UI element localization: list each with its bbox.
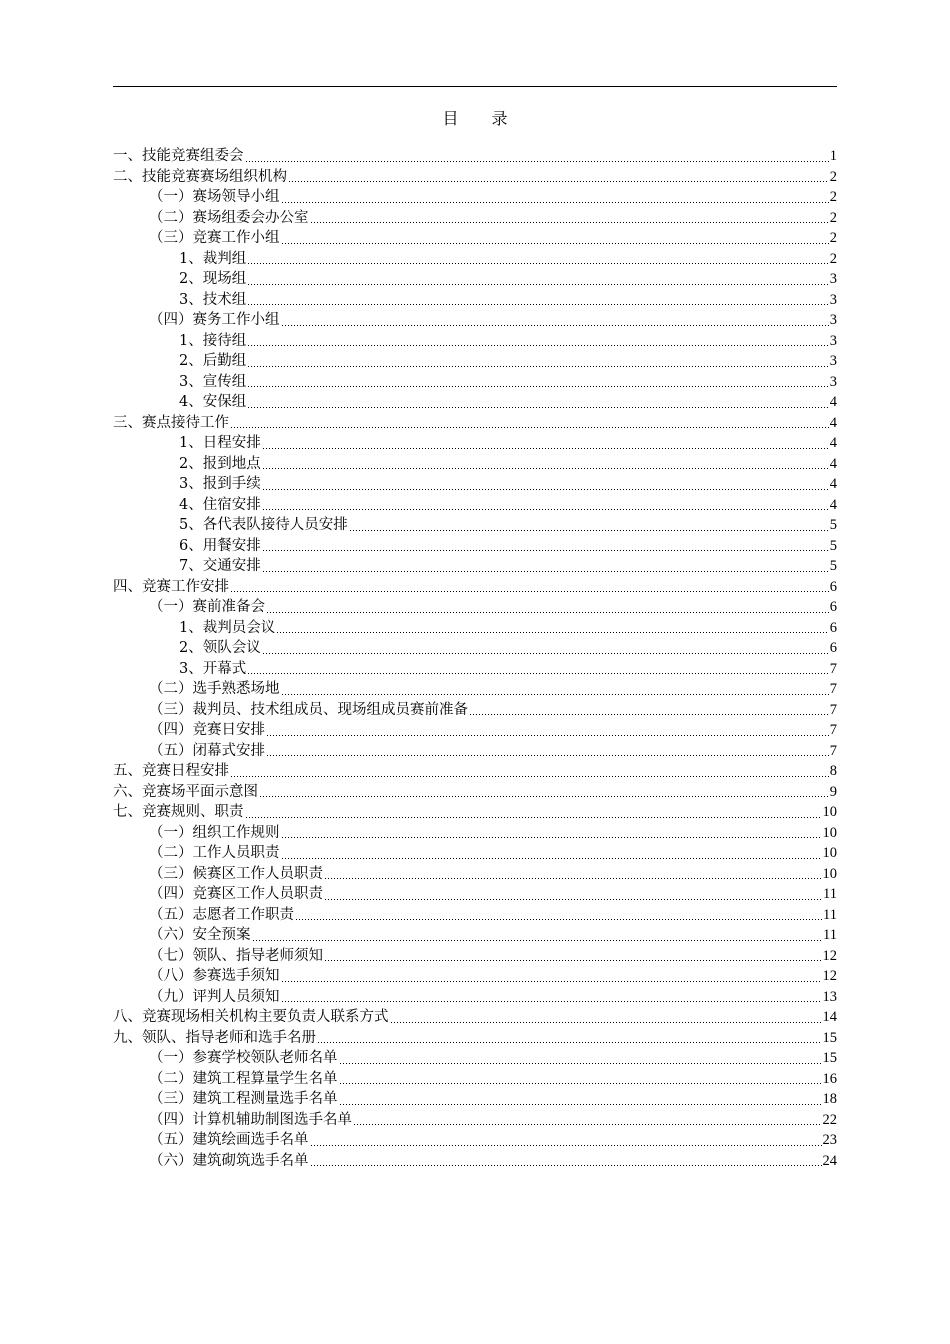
toc-entry-text: （四）竞赛区工作人员职责	[149, 886, 323, 902]
dot-leader	[295, 919, 822, 920]
toc-entry[interactable]	[113, 577, 837, 598]
toc-entry-text: 五、竞赛日程安排	[113, 763, 229, 779]
toc-entry[interactable]	[113, 536, 837, 557]
toc-entry-text: 3、宣传组	[179, 373, 247, 390]
toc-entry-page-number: 1	[829, 148, 837, 164]
toc-entry-text: 6、用餐安排	[179, 537, 261, 554]
toc-entry-page-number: 4	[829, 394, 837, 410]
toc-entry[interactable]	[113, 474, 837, 495]
dot-leader	[252, 940, 823, 941]
toc-entry[interactable]	[113, 351, 837, 372]
toc-entry[interactable]	[113, 290, 837, 311]
dot-leader	[266, 735, 829, 736]
dot-leader	[245, 161, 829, 162]
toc-entry[interactable]	[113, 720, 837, 741]
toc-entry-text: 七、竞赛规则、职责	[113, 804, 244, 820]
dot-leader	[262, 509, 829, 510]
toc-entry-page-number: 5	[829, 517, 837, 533]
toc-entry[interactable]	[113, 187, 837, 208]
toc-entry-page-number: 7	[829, 722, 837, 738]
dot-leader	[247, 284, 829, 285]
dot-leader	[230, 776, 829, 777]
toc-entry-page-number: 15	[822, 1050, 837, 1066]
dot-leader	[281, 325, 829, 326]
toc-entry[interactable]	[113, 638, 837, 659]
dot-leader	[262, 468, 829, 469]
dot-leader	[310, 1145, 822, 1146]
toc-entry-page-number: 22	[822, 1111, 837, 1128]
toc-entry-page-number: 16	[822, 1070, 837, 1087]
toc-entry-text: （六）建筑砌筑选手名单	[149, 1152, 309, 1169]
toc-entry-page-number: 3	[829, 353, 837, 369]
dot-leader	[262, 489, 829, 490]
toc-entry-page-number: 11	[823, 906, 837, 923]
dot-leader	[281, 243, 829, 244]
dot-leader	[324, 960, 822, 961]
toc-entry-text: 7、交通安排	[179, 558, 261, 574]
toc-entry-page-number: 7	[829, 660, 837, 677]
toc-entry-page-number: 10	[822, 845, 837, 861]
toc-entry-text: 4、安保组	[179, 394, 247, 410]
toc-entry-page-number: 12	[822, 947, 837, 964]
toc-entry[interactable]	[113, 413, 837, 434]
toc-entry-page-number: 2	[829, 189, 837, 205]
dot-leader	[247, 366, 829, 367]
toc-entry-page-number: 24	[822, 1152, 837, 1169]
toc-entry[interactable]	[113, 597, 837, 618]
toc-entry-text: 一、技能竞赛组委会	[113, 148, 244, 164]
toc-entry-page-number: 2	[829, 209, 837, 226]
toc-entry-text: （三）竞赛工作小组	[149, 230, 280, 246]
dot-leader	[247, 304, 829, 305]
toc-entry[interactable]	[113, 741, 837, 762]
dot-leader	[310, 1165, 822, 1166]
toc-entry[interactable]	[113, 556, 837, 577]
dot-leader	[245, 817, 822, 818]
toc-entry[interactable]	[113, 659, 837, 680]
toc-entry-text: （一）组织工作规则	[149, 824, 280, 841]
dot-leader	[288, 181, 829, 182]
toc-entry-page-number: 13	[822, 988, 837, 1005]
toc-entry-text: 1、日程安排	[179, 435, 261, 451]
toc-entry[interactable]	[113, 1048, 837, 1069]
toc-entry-text: （四）赛务工作小组	[149, 312, 280, 328]
toc-entry[interactable]	[113, 782, 837, 803]
toc-entry-text: （九）评判人员须知	[149, 988, 280, 1005]
toc-entry-text: 3、开幕式	[179, 660, 247, 677]
dot-leader	[230, 427, 829, 428]
table-of-contents	[113, 146, 837, 1171]
toc-entry[interactable]	[113, 515, 837, 536]
dot-leader	[247, 673, 829, 674]
toc-entry-text: （八）参赛选手须知	[149, 968, 280, 984]
toc-entry-text: （一）赛场领导小组	[149, 189, 280, 205]
toc-entry-page-number: 3	[829, 291, 837, 308]
toc-entry-page-number: 7	[829, 742, 837, 759]
toc-entry-page-number: 6	[829, 640, 837, 656]
toc-entry-page-number: 4	[829, 476, 837, 492]
toc-entry[interactable]	[113, 1007, 837, 1028]
toc-entry-text: （五）志愿者工作职责	[149, 906, 294, 923]
toc-entry[interactable]	[113, 1028, 837, 1049]
toc-entry-page-number: 4	[829, 455, 837, 472]
toc-entry-text: （五）闭幕式安排	[149, 742, 265, 759]
toc-entry-text: 二、技能竞赛赛场组织机构	[113, 168, 287, 185]
toc-entry-page-number: 7	[829, 701, 837, 718]
toc-entry[interactable]	[113, 905, 837, 926]
dot-leader	[266, 755, 829, 756]
toc-entry-text: 2、现场组	[179, 271, 247, 287]
toc-entry-text: 三、赛点接待工作	[113, 414, 229, 431]
toc-entry-page-number: 10	[822, 865, 837, 882]
toc-entry[interactable]	[113, 372, 837, 393]
dot-leader	[281, 1001, 822, 1002]
dot-leader	[281, 981, 822, 982]
toc-entry[interactable]	[113, 208, 837, 229]
toc-entry-page-number: 3	[829, 332, 837, 349]
toc-entry-page-number: 11	[823, 927, 837, 943]
toc-entry-page-number: 2	[829, 168, 837, 185]
dot-leader	[469, 714, 829, 715]
toc-entry-page-number: 4	[829, 496, 837, 513]
toc-entry-page-number: 3	[829, 373, 837, 390]
toc-title: 目 录	[442, 109, 522, 128]
toc-entry-page-number: 12	[822, 968, 837, 984]
dot-leader	[349, 530, 829, 531]
toc-entry-page-number: 6	[829, 619, 837, 636]
toc-entry-text: 4、住宿安排	[179, 496, 261, 513]
dot-leader	[247, 386, 829, 387]
toc-entry[interactable]	[113, 167, 837, 188]
toc-entry[interactable]	[113, 802, 837, 823]
dot-leader	[339, 1083, 822, 1084]
dot-leader	[230, 591, 829, 592]
toc-entry-text: （二）赛场组委会办公室	[149, 209, 309, 226]
toc-entry-text: （二）工作人员职责	[149, 845, 280, 861]
toc-entry[interactable]	[113, 454, 837, 475]
toc-entry-page-number: 14	[822, 1009, 837, 1025]
toc-entry-text: （四）竞赛日安排	[149, 722, 265, 738]
toc-entry-text: （一）赛前准备会	[149, 599, 265, 615]
toc-entry-text: 2、报到地点	[179, 455, 261, 472]
toc-entry-text: （一）参赛学校领队老师名单	[149, 1050, 338, 1066]
toc-entry-text: （六）安全预案	[149, 927, 251, 943]
toc-entry[interactable]	[113, 823, 837, 844]
dot-leader	[339, 1063, 822, 1064]
toc-entry[interactable]	[113, 679, 837, 700]
toc-entry-page-number: 2	[829, 230, 837, 246]
toc-entry[interactable]	[113, 1089, 837, 1110]
dot-leader	[353, 1124, 822, 1125]
toc-entry-text: 八、竞赛现场相关机构主要负责人联系方式	[113, 1009, 389, 1025]
toc-entry-page-number: 23	[822, 1132, 837, 1148]
dot-leader	[324, 878, 822, 879]
dot-leader	[281, 202, 829, 203]
toc-entry[interactable]	[113, 618, 837, 639]
toc-entry[interactable]	[113, 1069, 837, 1090]
toc-entry-text: 1、接待组	[179, 332, 247, 349]
dot-leader	[281, 858, 822, 859]
dot-leader	[262, 571, 829, 572]
toc-entry-text: 九、领队、指导老师和选手名册	[113, 1029, 316, 1046]
toc-entry[interactable]	[113, 433, 837, 454]
toc-entry[interactable]	[113, 700, 837, 721]
toc-entry[interactable]	[113, 987, 837, 1008]
toc-entry-page-number: 2	[829, 250, 837, 267]
toc-entry[interactable]	[113, 249, 837, 270]
toc-entry-page-number: 5	[829, 558, 837, 574]
toc-entry-text: 1、裁判组	[179, 250, 247, 267]
dot-leader	[317, 1042, 822, 1043]
toc-entry[interactable]	[113, 843, 837, 864]
toc-entry-text: （三）裁判员、技术组成员、现场组成员赛前准备	[149, 701, 468, 718]
dot-leader	[390, 1022, 822, 1023]
toc-entry-text: 3、技术组	[179, 291, 247, 308]
toc-entry[interactable]	[113, 864, 837, 885]
toc-entry-page-number: 5	[829, 537, 837, 554]
dot-leader	[339, 1104, 822, 1105]
dot-leader	[324, 899, 822, 900]
dot-leader	[262, 653, 829, 654]
toc-entry-page-number: 18	[822, 1091, 837, 1107]
toc-entry-text: 2、后勤组	[179, 353, 247, 369]
dot-leader	[276, 632, 829, 633]
dot-leader	[310, 222, 829, 223]
toc-entry-text: （三）建筑工程测量选手名单	[149, 1091, 338, 1107]
toc-entry[interactable]	[113, 1151, 837, 1172]
toc-entry[interactable]	[113, 495, 837, 516]
dot-leader	[262, 550, 829, 551]
toc-entry-text: 5、各代表队接待人员安排	[179, 517, 348, 533]
toc-entry-text: 六、竞赛场平面示意图	[113, 783, 258, 800]
toc-entry[interactable]	[113, 146, 837, 167]
toc-entry-text: （四）计算机辅助制图选手名单	[149, 1111, 352, 1128]
toc-entry-page-number: 6	[829, 578, 837, 595]
toc-entry-text: （三）候赛区工作人员职责	[149, 865, 323, 882]
toc-entry-page-number: 10	[822, 804, 837, 820]
toc-entry-page-number: 8	[829, 763, 837, 779]
toc-entry-text: 四、竞赛工作安排	[113, 578, 229, 595]
toc-entry-page-number: 15	[822, 1029, 837, 1046]
toc-entry-page-number: 3	[829, 271, 837, 287]
toc-entry-page-number: 11	[823, 886, 837, 902]
dot-leader	[259, 796, 829, 797]
toc-entry[interactable]	[113, 761, 837, 782]
toc-entry[interactable]	[113, 1110, 837, 1131]
toc-entry-page-number: 3	[829, 312, 837, 328]
toc-entry[interactable]	[113, 925, 837, 946]
toc-entry-text: 2、领队会议	[179, 640, 261, 656]
toc-entry-page-number: 4	[829, 435, 837, 451]
toc-entry-text: （二）选手熟悉场地	[149, 681, 280, 697]
toc-entry[interactable]	[113, 1130, 837, 1151]
toc-entry[interactable]	[113, 269, 837, 290]
toc-entry[interactable]	[113, 392, 837, 413]
dot-leader	[262, 448, 829, 449]
dot-leader	[281, 837, 822, 838]
toc-entry-page-number: 6	[829, 599, 837, 615]
toc-entry-text: （五）建筑绘画选手名单	[149, 1132, 309, 1148]
header-rule	[113, 86, 837, 87]
toc-entry[interactable]	[113, 310, 837, 331]
toc-entry-text: 1、裁判员会议	[179, 619, 276, 636]
toc-entry[interactable]	[113, 884, 837, 905]
toc-entry-page-number: 4	[829, 414, 837, 431]
toc-entry-text: （二）建筑工程算量学生名单	[149, 1070, 338, 1087]
dot-leader	[281, 694, 829, 695]
dot-leader	[247, 345, 829, 346]
toc-entry[interactable]	[113, 966, 837, 987]
toc-entry-page-number: 9	[829, 783, 837, 800]
toc-entry[interactable]	[113, 331, 837, 352]
toc-entry[interactable]	[113, 228, 837, 249]
dot-leader	[266, 612, 829, 613]
dot-leader	[247, 263, 829, 264]
toc-entry[interactable]	[113, 946, 837, 967]
toc-entry-page-number: 7	[829, 681, 837, 697]
toc-entry-page-number: 10	[822, 824, 837, 841]
toc-entry-text: 3、报到手续	[179, 476, 261, 492]
toc-entry-text: （七）领队、指导老师须知	[149, 947, 323, 964]
dot-leader	[247, 407, 829, 408]
